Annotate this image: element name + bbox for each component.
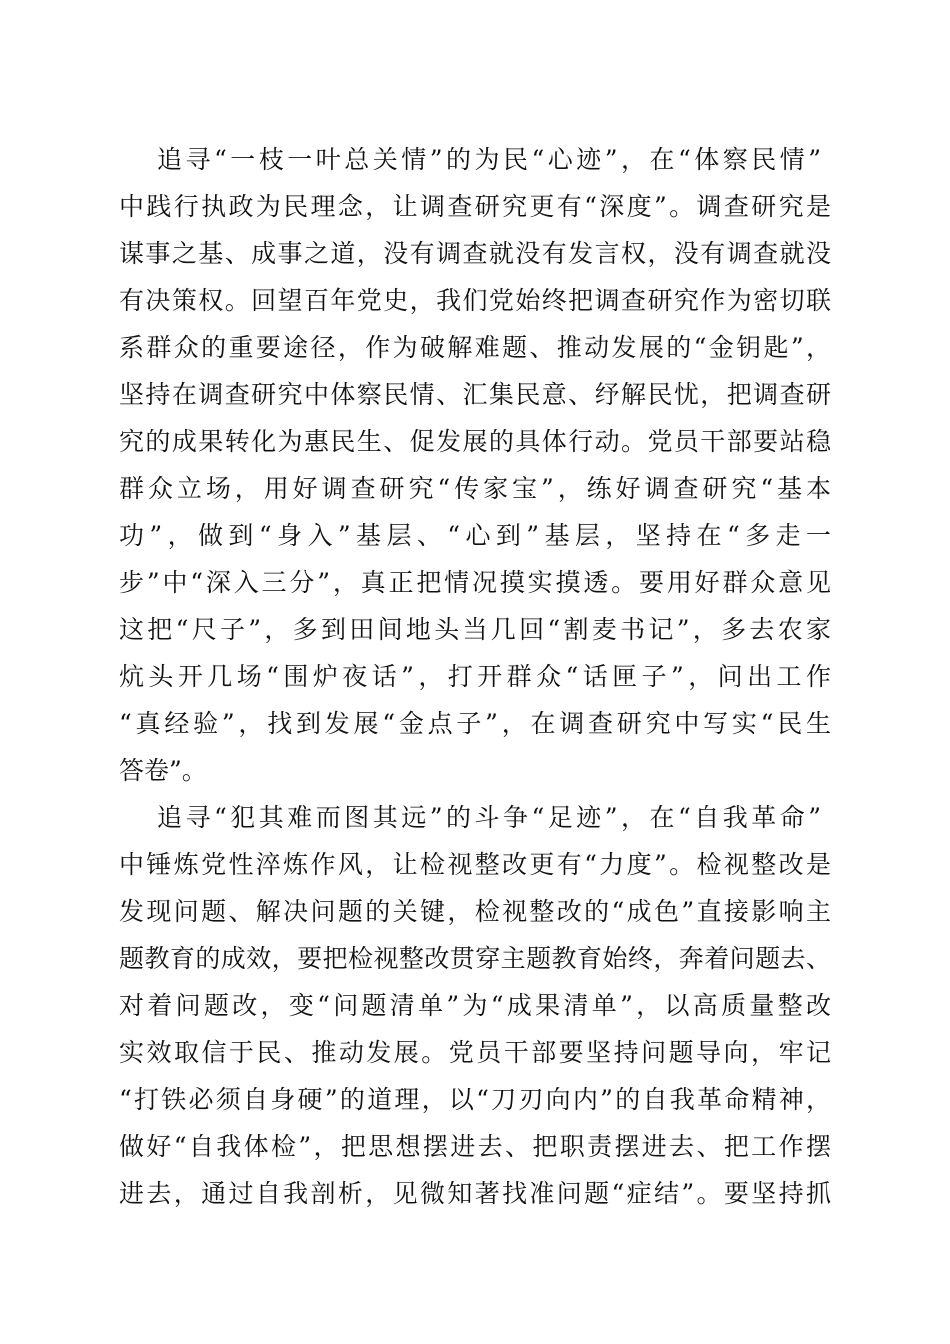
paragraph-2-line-6: 实效取信于民、推动发展。党员干部要坚持问题导向，牢记	[119, 1038, 831, 1067]
paragraph-2-line-9: 进去，通过自我剖析，见微知著找准问题“症结”。要坚持抓	[119, 1179, 831, 1208]
paragraph-1-line-2: 中践行执政为民理念，让调查研究更有“深度”。调查研究是	[119, 192, 831, 221]
paragraph-1-line-6: 坚持在调查研究中体察民情、汇集民意、纾解民忧，把调查研	[119, 380, 831, 409]
paragraph-1-line-1: 追寻“一枝一叶总关情”的为民“心迹”，在“体察民情”	[157, 145, 821, 174]
paragraph-1-line-3: 谋事之基、成事之道，没有调查就没有发言权，没有调查就没	[119, 239, 831, 268]
paragraph-1-line-11: 这把“尺子”，多到田间地头当几回“割麦书记”，多去农家	[119, 615, 831, 644]
paragraph-1-line-8: 群众立场，用好调查研究“传家宝”，练好调查研究“基本	[119, 474, 831, 503]
paragraph-2-line-5: 对着问题改，变“问题清单”为“成果清单”，以高质量整改	[119, 991, 831, 1020]
paragraph-1-line-13: “真经验”，找到发展“金点子”，在调查研究中写实“民生	[119, 709, 831, 738]
paragraph-1-line-5: 系群众的重要途径，作为破解难题、推动发展的“金钥匙”，	[119, 333, 831, 362]
paragraph-2-line-2: 中锤炼党性淬炼作风，让检视整改更有“力度”。检视整改是	[119, 850, 831, 879]
paragraph-2-line-7: “打铁必须自身硬”的道理，以“刀刃向内”的自我革命精神，	[119, 1085, 831, 1114]
paragraph-1-line-4: 有决策权。回望百年党史，我们党始终把调查研究作为密切联	[119, 286, 831, 315]
paragraph-2-line-1: 追寻“犯其难而图其远”的斗争“足迹”，在“自我革命”	[157, 803, 821, 832]
paragraph-1-line-10: 步”中“深入三分”，真正把情况摸实摸透。要用好群众意见	[119, 568, 831, 597]
paragraph-1-line-12: 炕头开几场“围炉夜话”，打开群众“话匣子”，问出工作	[119, 662, 831, 691]
paragraph-2-line-4: 题教育的成效，要把检视整改贯穿主题教育始终，奔着问题去、	[119, 944, 831, 973]
paragraph-2-line-8: 做好“自我体检”，把思想摆进去、把职责摆进去、把工作摆	[119, 1132, 831, 1161]
paragraph-2-line-3: 发现问题、解决问题的关键，检视整改的“成色”直接影响主	[119, 897, 831, 926]
paragraph-1-line-9: 功”，做到“身入”基层、“心到”基层，坚持在“多走一	[119, 521, 831, 550]
paragraph-1-line-7: 究的成果转化为惠民生、促发展的具体行动。党员干部要站稳	[119, 427, 831, 456]
paragraph-1-line-14: 答卷”。	[119, 756, 207, 785]
